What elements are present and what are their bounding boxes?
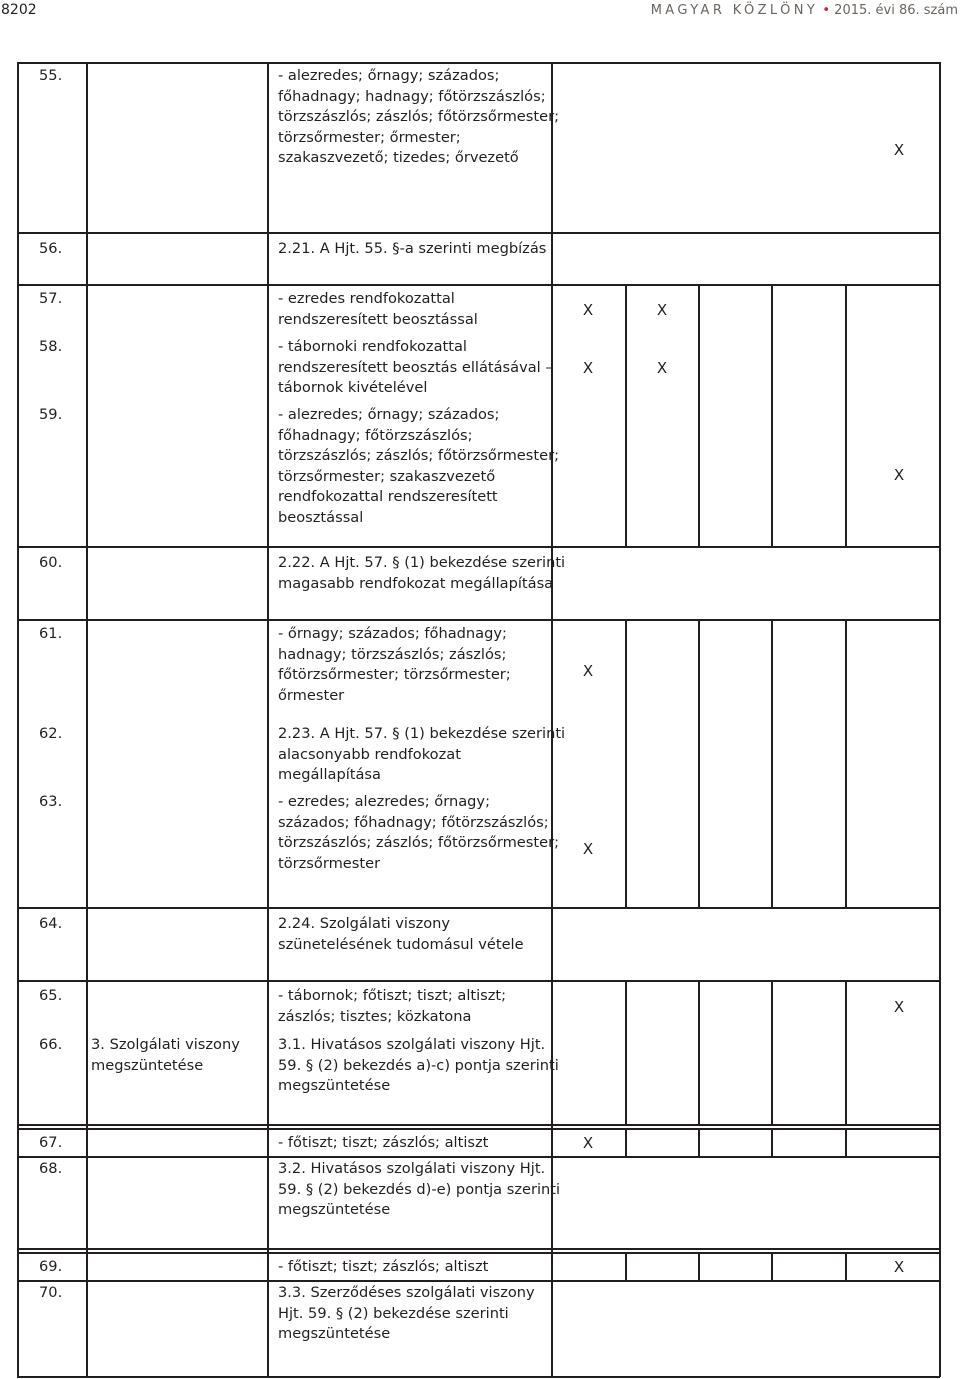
col-divider-mark1	[625, 284, 627, 546]
text-line: törzsőrmester	[278, 854, 381, 872]
col-divider-mark4	[845, 619, 847, 907]
col-divider-section	[267, 62, 269, 1377]
text-line: tábornok kivételével	[278, 379, 428, 397]
row-divider	[17, 232, 940, 234]
row-divider	[17, 980, 940, 982]
row-divider	[17, 1124, 940, 1126]
row-number: 62.	[39, 725, 63, 742]
col-divider-mark3	[771, 1252, 773, 1280]
col-divider-mark4	[845, 980, 847, 1124]
row-number: 60.	[39, 554, 63, 571]
text-line: törzszászlós; zászlós; főtörzsőrmester;	[278, 447, 560, 465]
x-mark: X	[893, 1258, 905, 1276]
text-line: - tábornok; főtiszt; tiszt; altiszt;	[278, 987, 507, 1004]
col-divider-mark3	[771, 1128, 773, 1156]
text-line: rendszeresített beosztás ellátásával –	[278, 358, 553, 376]
row-divider	[17, 1128, 940, 1130]
row-number: 66.	[39, 1036, 63, 1053]
row-number: 56.	[39, 240, 63, 257]
text-line: megszüntetése	[278, 1325, 391, 1343]
text-line: 3.3. Szerződéses szolgálati viszony	[278, 1284, 535, 1301]
row-number: 67.	[39, 1134, 63, 1151]
text-line: szünetelésének tudomásul vétele	[278, 935, 524, 953]
col-divider-mark3	[771, 284, 773, 546]
row-text: 2.21. A Hjt. 55. §-a szerinti megbízás	[278, 240, 547, 257]
x-mark: X	[893, 466, 905, 484]
row-number: 64.	[39, 915, 63, 932]
x-mark: X	[656, 301, 668, 319]
text-line: törzszászlós; zászlós; főtörzsőrmester;	[278, 108, 560, 126]
text-line: Hjt. 59. § (2) bekezdése szerinti	[278, 1304, 509, 1322]
text-line: 59. § (2) bekezdés a)-c) pontja szerinti	[278, 1056, 559, 1074]
x-mark: X	[893, 141, 905, 159]
text-line: törzsőrmester; őrmester;	[278, 128, 461, 146]
col-divider-mark1	[625, 980, 627, 1124]
row-number: 59.	[39, 406, 63, 423]
text-line: törzszászlós; zászlós; főtörzsőrmester;	[278, 834, 560, 852]
row-divider	[17, 907, 940, 909]
row-number: 68.	[39, 1160, 63, 1177]
row-text	[278, 986, 506, 1027]
row-divider	[17, 1156, 940, 1158]
text-line: 2.24. Szolgálati viszony	[278, 915, 451, 932]
text-line: alacsonyabb rendfokozat	[278, 745, 461, 763]
row-divider	[17, 1248, 940, 1250]
text-line: 2.22. A Hjt. 57. § (1) bekezdése szerinti	[278, 554, 566, 571]
text-line: - alezredes; őrnagy; százados;	[278, 406, 500, 423]
col-divider-mark3	[771, 980, 773, 1124]
text-line: főhadnagy; főtörzszászlós;	[278, 426, 473, 444]
col-divider-mark2	[698, 1128, 700, 1156]
col-divider-mark2	[698, 980, 700, 1124]
row-text	[278, 1035, 559, 1097]
row-number: 61.	[39, 625, 63, 642]
journal-name: MAGYAR KÖZLÖNY	[650, 3, 819, 18]
col-divider-mark1	[625, 1252, 627, 1280]
text-line: - ezredes rendfokozattal	[278, 290, 455, 307]
row-divider	[17, 619, 940, 621]
row-text	[278, 624, 511, 706]
row-text: - főtiszt; tiszt; zászlós; altiszt	[278, 1258, 489, 1275]
row-text	[278, 792, 559, 874]
section-label	[91, 1035, 240, 1076]
text-line: főtörzsőrmester; törzsőrmester;	[278, 666, 511, 684]
row-divider	[17, 1252, 940, 1254]
col-divider-mark2	[698, 619, 700, 907]
text-line: - őrnagy; százados; főhadnagy;	[278, 625, 507, 642]
table-border-right	[939, 62, 941, 1377]
col-divider-mark4	[845, 1128, 847, 1156]
x-mark: X	[656, 359, 668, 377]
text-line: hadnagy; törzszászlós; zászlós;	[278, 645, 507, 663]
x-mark: X	[582, 840, 594, 858]
text-line: 3.1. Hivatásos szolgálati viszony Hjt.	[278, 1036, 546, 1053]
text-line: magasabb rendfokozat megállapítása	[278, 574, 554, 592]
row-text	[278, 337, 553, 399]
text-line: szakaszvezető; tizedes; őrvezető	[278, 149, 519, 167]
row-divider	[17, 546, 940, 548]
text-line: őrmester	[278, 686, 345, 704]
col-divider-mark1	[625, 1128, 627, 1156]
row-number: 65.	[39, 987, 63, 1004]
text-line: 2.23. A Hjt. 57. § (1) bekezdése szerinti	[278, 725, 566, 742]
row-number: 58.	[39, 338, 63, 355]
col-divider-mark1	[625, 619, 627, 907]
decision-table	[17, 62, 940, 1377]
page-header	[0, 0, 960, 28]
x-mark: X	[893, 998, 905, 1016]
row-number: 63.	[39, 793, 63, 810]
text-line: törzsőrmester; szakaszvezető	[278, 467, 496, 485]
row-number: 57.	[39, 290, 63, 307]
x-mark: X	[582, 662, 594, 680]
row-text	[278, 1283, 535, 1345]
text-line: - tábornoki rendfokozattal	[278, 338, 467, 355]
row-text	[278, 289, 478, 330]
x-mark: X	[582, 301, 594, 319]
row-text	[278, 553, 565, 594]
col-divider-num	[86, 62, 88, 1377]
col-divider-mark4	[845, 284, 847, 546]
page-number: 8202	[1, 2, 37, 18]
text-line: százados; főhadnagy; főtörzszászlós;	[278, 813, 549, 831]
row-text	[278, 66, 559, 169]
x-mark: X	[582, 1134, 594, 1152]
row-text: - főtiszt; tiszt; zászlós; altiszt	[278, 1134, 489, 1151]
table-border-bottom	[17, 1376, 940, 1378]
text-line: főhadnagy; hadnagy; főtörzszászlós;	[278, 87, 546, 105]
text-line: beosztással	[278, 508, 364, 526]
journal-title	[651, 3, 958, 18]
bullet-icon: •	[822, 3, 831, 18]
row-number: 70.	[39, 1284, 63, 1301]
text-line: zászlós; tisztes; közkatona	[278, 1007, 472, 1025]
row-text	[278, 405, 559, 529]
row-text	[278, 724, 565, 786]
row-number: 69.	[39, 1258, 63, 1275]
text-line: rendfokozattal rendszeresített	[278, 488, 498, 506]
col-divider-mark3	[771, 619, 773, 907]
row-divider	[17, 1280, 940, 1282]
text-line: megszüntetése	[91, 1056, 204, 1074]
text-line: rendszeresített beosztással	[278, 310, 478, 328]
col-divider-mark2	[698, 1252, 700, 1280]
row-text	[278, 1159, 560, 1221]
col-divider-mark2	[698, 284, 700, 546]
row-text	[278, 914, 524, 955]
text-line: megszüntetése	[278, 1201, 391, 1219]
text-line: 3. Szolgálati viszony	[91, 1036, 240, 1053]
text-line: - alezredes; őrnagy; százados;	[278, 67, 500, 84]
text-line: megszüntetése	[278, 1077, 391, 1095]
text-line: 3.2. Hivatásos szolgálati viszony Hjt.	[278, 1160, 546, 1177]
col-divider-mark4	[845, 1252, 847, 1280]
text-line: 59. § (2) bekezdés d)-e) pontja szerinti	[278, 1180, 561, 1198]
row-divider	[17, 284, 940, 286]
text-line: - ezredes; alezredes; őrnagy;	[278, 793, 490, 810]
issue-label: 2015. évi 86. szám	[834, 3, 958, 18]
table-border-top	[17, 62, 940, 64]
x-mark: X	[582, 359, 594, 377]
text-line: megállapítása	[278, 766, 381, 784]
table-border-left	[17, 62, 19, 1377]
row-number: 55.	[39, 67, 63, 84]
